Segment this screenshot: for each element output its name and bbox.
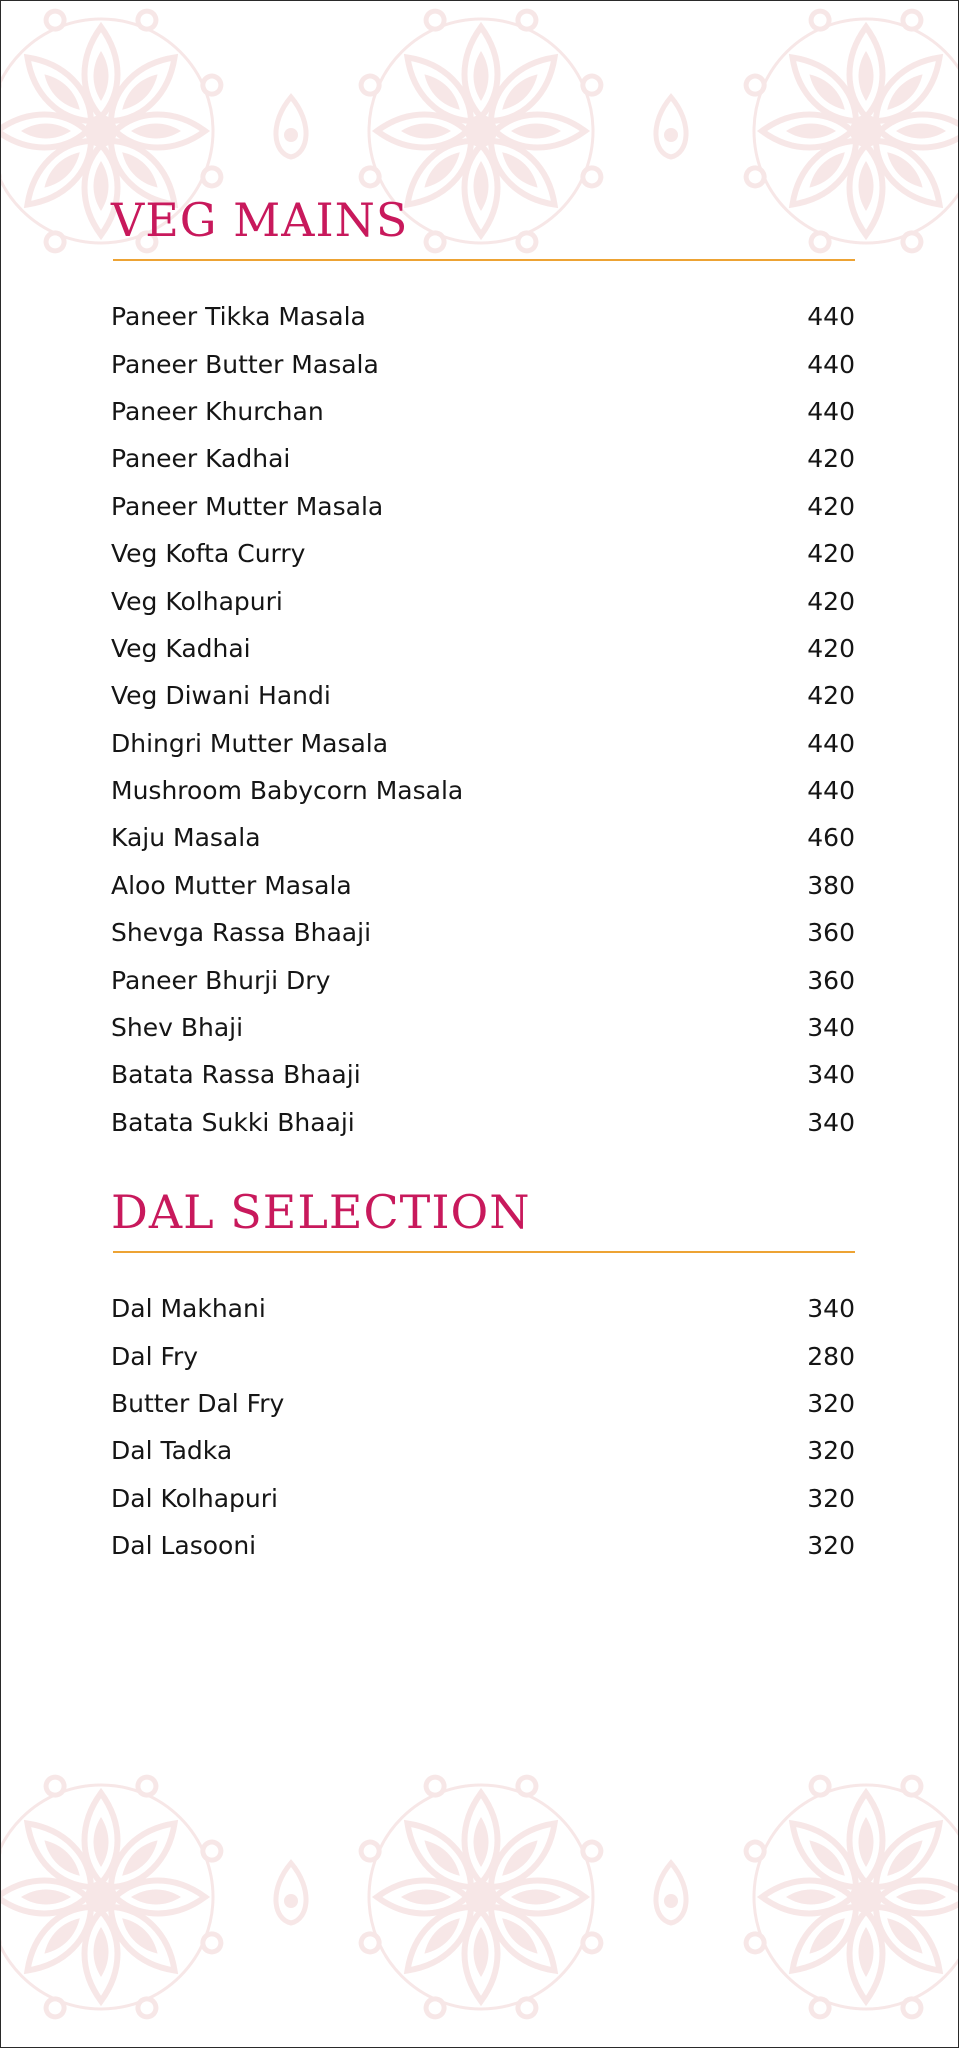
menu-item-name: Paneer Tikka Masala	[111, 302, 366, 332]
section-divider-veg-mains	[113, 259, 855, 261]
menu-item-name: Dal Kolhapuri	[111, 1483, 278, 1513]
mandala-icon	[358, 1774, 603, 2019]
menu-item-price: 420	[807, 539, 855, 569]
mandala-icon	[743, 8, 958, 253]
menu-item	[111, 388, 855, 435]
paisley-icon	[276, 97, 306, 157]
menu-item-name: Kaju Masala	[111, 823, 261, 853]
menu-item-price: 340	[807, 1294, 855, 1324]
mandala-pattern-icon	[1, 1, 958, 331]
menu-item-price: 340	[807, 1107, 855, 1137]
menu-item	[111, 1285, 855, 1332]
menu-item-price: 440	[807, 396, 855, 426]
menu-item-name: Paneer Bhurji Dry	[111, 965, 331, 995]
section-divider-dal-selection	[113, 1251, 855, 1253]
menu-item	[111, 1522, 855, 1569]
menu-item	[111, 483, 855, 530]
menu-item-price: 460	[807, 823, 855, 853]
menu-item-name: Shev Bhaji	[111, 1013, 244, 1043]
mandala-pattern-top	[1, 1, 958, 331]
paisley-icon	[276, 1863, 306, 1923]
menu-item-name: Batata Sukki Bhaaji	[111, 1107, 355, 1137]
paisley-icon	[656, 97, 686, 157]
menu-item	[111, 625, 855, 672]
menu-item	[111, 909, 855, 956]
section-title-veg-mains: VEG MAINS	[111, 193, 409, 247]
menu-item-name: Veg Kofta Curry	[111, 539, 306, 569]
paisley-icon	[656, 1863, 686, 1923]
menu-item	[111, 1427, 855, 1474]
mandala-pattern-icon	[1, 1717, 958, 2047]
menu-item-name: Aloo Mutter Masala	[111, 870, 352, 900]
menu-item	[111, 720, 855, 767]
mandala-icon	[1, 1774, 224, 2019]
menu-item-name: Veg Diwani Handi	[111, 681, 331, 711]
menu-item-price: 420	[807, 586, 855, 616]
menu-item	[111, 862, 855, 909]
mandala-pattern-bottom	[1, 1717, 958, 2047]
section-title-dal-selection: DAL SELECTION	[111, 1185, 531, 1239]
menu-item	[111, 672, 855, 719]
menu-item-price: 440	[807, 776, 855, 806]
menu-item	[111, 293, 855, 340]
menu-item	[111, 1332, 855, 1379]
menu-item	[111, 1380, 855, 1427]
menu-item-price: 440	[807, 728, 855, 758]
menu-list-dal-selection	[111, 1285, 855, 1569]
menu-item-price: 320	[807, 1483, 855, 1513]
menu-item	[111, 767, 855, 814]
menu-item-price: 420	[807, 444, 855, 474]
menu-item-name: Paneer Khurchan	[111, 396, 324, 426]
menu-item-name: Paneer Kadhai	[111, 444, 291, 474]
menu-item	[111, 956, 855, 1003]
menu-item	[111, 577, 855, 624]
menu-item	[111, 530, 855, 577]
menu-item-name: Veg Kadhai	[111, 633, 251, 663]
menu-item-name: Dal Makhani	[111, 1294, 266, 1324]
menu-item-price: 380	[807, 870, 855, 900]
menu-item-name: Dal Fry	[111, 1341, 199, 1371]
menu-item-name: Paneer Mutter Masala	[111, 491, 384, 521]
menu-item-price: 340	[807, 1060, 855, 1090]
menu-item-price: 340	[807, 1013, 855, 1043]
menu-item-price: 360	[807, 965, 855, 995]
menu-item-price: 420	[807, 491, 855, 521]
menu-item	[111, 814, 855, 861]
menu-item-name: Dhingri Mutter Masala	[111, 728, 389, 758]
menu-item-price: 280	[807, 1341, 855, 1371]
menu-item-price: 320	[807, 1531, 855, 1561]
menu-item-name: Dal Tadka	[111, 1436, 233, 1466]
menu-item	[111, 340, 855, 387]
menu-item-price: 320	[807, 1388, 855, 1418]
menu-list-veg-mains	[111, 293, 855, 1146]
menu-item-name: Mushroom Babycorn Masala	[111, 776, 464, 806]
menu-item-price: 440	[807, 302, 855, 332]
menu-item-name: Paneer Butter Masala	[111, 349, 379, 379]
menu-item-price: 420	[807, 681, 855, 711]
menu-item-price: 420	[807, 633, 855, 663]
menu-item-price: 360	[807, 918, 855, 948]
menu-item-name: Dal Lasooni	[111, 1531, 257, 1561]
menu-item	[111, 435, 855, 482]
menu-item	[111, 1475, 855, 1522]
menu-item-name: Shevga Rassa Bhaaji	[111, 918, 372, 948]
menu-item-name: Veg Kolhapuri	[111, 586, 283, 616]
menu-item	[111, 1099, 855, 1146]
menu-item-name: Butter Dal Fry	[111, 1388, 285, 1418]
menu-item-price: 320	[807, 1436, 855, 1466]
mandala-icon	[743, 1774, 958, 2019]
menu-item	[111, 1051, 855, 1098]
menu-item	[111, 1004, 855, 1051]
menu-item-price: 440	[807, 349, 855, 379]
menu-item-name: Batata Rassa Bhaaji	[111, 1060, 361, 1090]
